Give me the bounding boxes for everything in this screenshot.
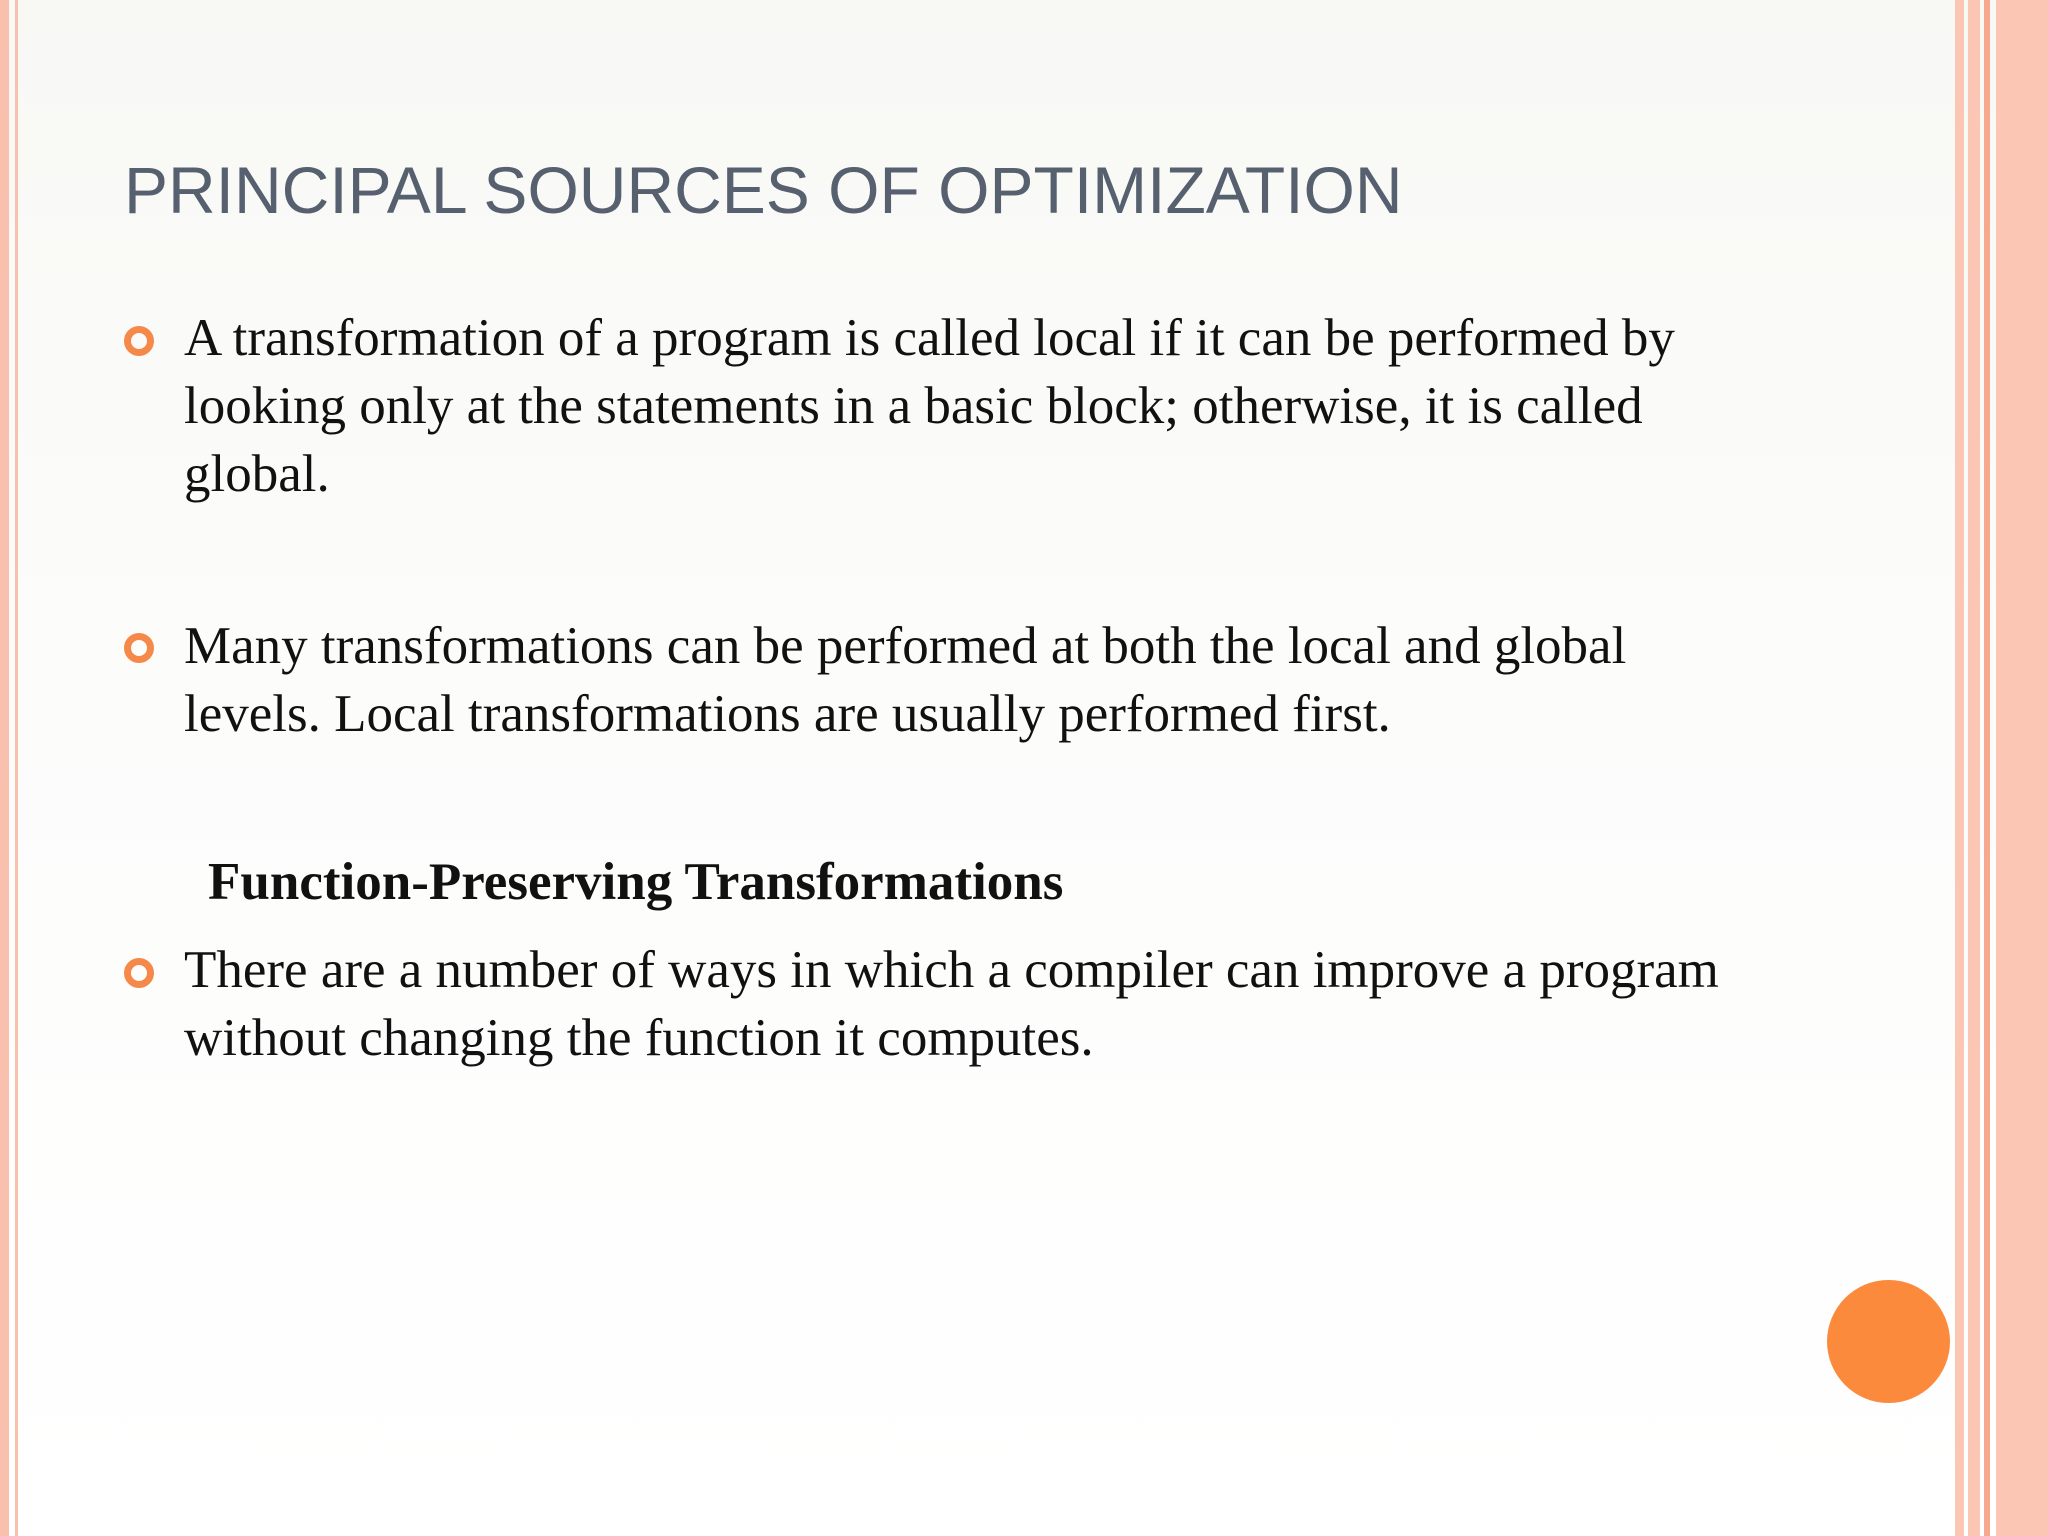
ring-bullet-icon [124, 326, 154, 356]
orange-circle-icon [1827, 1280, 1950, 1403]
bullet-text-function-preserving: There are a number of ways in which a compiler can improve a program without changing the function it computes. [184, 941, 1719, 1067]
bullet-text-local-global: A transformation of a program is called local if it can be performed by looking only at the statements in a basic block; otherwise, it is called global. [184, 309, 1675, 503]
bullet-text-levels: Many transformations can be performed at both the local and global levels. Local transformations are usually performed first. [184, 617, 1627, 743]
slide-title: PRINCIPAL SOURCES OF OPTIMIZATION [124, 153, 1403, 227]
section-subheading: Function-Preserving Transformations [208, 853, 1064, 911]
ring-bullet-icon [124, 633, 154, 663]
ring-bullet-icon [124, 958, 154, 988]
